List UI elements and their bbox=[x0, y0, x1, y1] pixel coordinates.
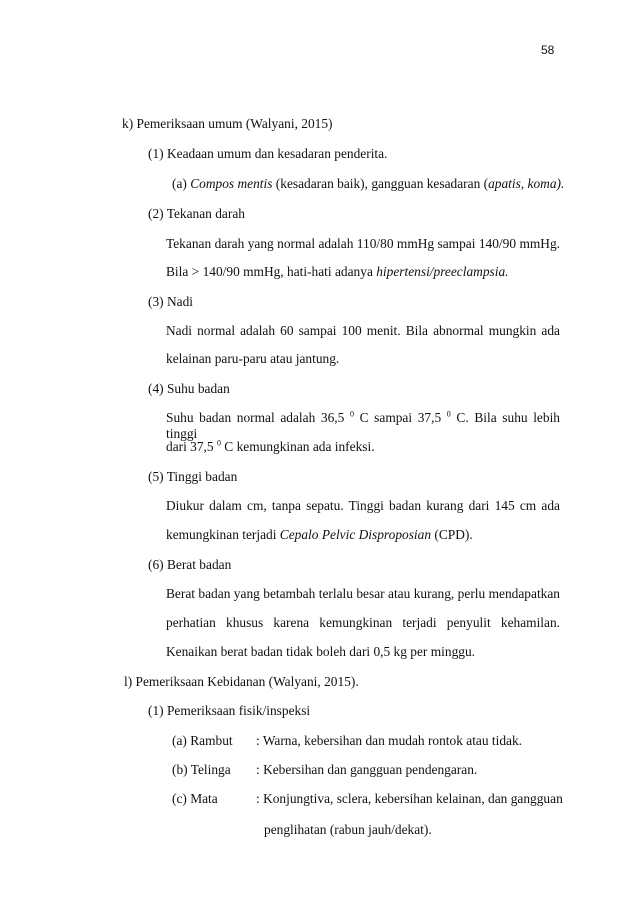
berat-badan-title: (6) Berat badan bbox=[148, 557, 232, 572]
berat-badan-line3: Kenaikan berat badan tidak boleh dari 0,5 kg per minggu. bbox=[166, 644, 476, 659]
suhu-text-e: C kemungkinan ada infeksi. bbox=[220, 439, 375, 454]
degree-sup: 0 bbox=[349, 409, 354, 419]
section-k-heading: k) Pemeriksaan umum (Walyani, 2015) bbox=[122, 116, 333, 131]
fisik-row-mata bbox=[172, 791, 563, 807]
sub-mid: (kesadaran baik), gangguan kesadaran ( bbox=[272, 176, 489, 191]
sub-prefix: (a) bbox=[172, 176, 191, 191]
suhu-text-c: C. Bila suhu lebih tinggi bbox=[166, 410, 560, 441]
suhu-text-b: C sampai 37,5 bbox=[353, 410, 447, 425]
tekanan-darah-line1: Tekanan darah yang normal adalah 110/80 mmHg sampai 140/90 mmHg. bbox=[166, 236, 560, 251]
degree-sup: 0 bbox=[216, 438, 221, 448]
tekanan-darah-line2 bbox=[166, 264, 509, 280]
nadi-line1: Nadi normal adalah 60 sampai 100 menit. Bila abnormal mungkin ada bbox=[166, 323, 560, 338]
nadi-line2: kelainan paru-paru atau jantung. bbox=[166, 351, 340, 366]
suhu-badan-line2 bbox=[166, 439, 375, 455]
degree-sup: 0 bbox=[446, 409, 451, 419]
tekanan-darah-title: (2) Tekanan darah bbox=[148, 206, 245, 221]
keadaan-umum-title: (1) Keadaan umum dan kesadaran penderita. bbox=[148, 146, 388, 161]
row-label: (a) Rambut bbox=[172, 733, 233, 748]
berat-badan-line1: Berat badan yang betambah terlalu besar atau kurang, perlu mendapatkan bbox=[166, 586, 560, 601]
tinggi-badan-line1: Diukur dalam cm, tanpa sepatu. Tinggi badan kurang dari 145 cm ada bbox=[166, 498, 560, 513]
suhu-text-d: dari 37,5 bbox=[166, 439, 217, 454]
keadaan-umum-sub bbox=[172, 176, 564, 192]
page-number: 58 bbox=[541, 43, 555, 57]
fisik-row-rambut bbox=[172, 733, 522, 749]
pemeriksaan-fisik-title: (1) Pemeriksaan fisik/inspeksi bbox=[148, 703, 311, 718]
apatis-koma-term: apatis, koma). bbox=[488, 176, 565, 191]
tinggi-badan-title: (5) Tinggi badan bbox=[148, 469, 238, 484]
berat-badan-line2: perhatian khusus karena kemungkinan terjadi penyulit kehamilan. bbox=[166, 615, 560, 630]
section-l-heading: l) Pemeriksaan Kebidanan (Walyani, 2015). bbox=[124, 674, 359, 689]
mata-continuation: penglihatan (rabun jauh/dekat). bbox=[264, 822, 432, 837]
tinggi-badan-line2 bbox=[166, 527, 473, 543]
suhu-badan-title: (4) Suhu badan bbox=[148, 381, 230, 396]
row-label: (c) Mata bbox=[172, 791, 218, 806]
fisik-row-telinga bbox=[172, 762, 477, 778]
hipertensi-term: hipertensi/preeclampsia. bbox=[376, 264, 509, 279]
nadi-title: (3) Nadi bbox=[148, 294, 193, 309]
cpd-term: Cepalo Pelvic Disproposian bbox=[279, 527, 432, 542]
suhu-text-a: Suhu badan normal adalah 36,5 bbox=[166, 410, 350, 425]
row-label: (b) Telinga bbox=[172, 762, 231, 777]
suhu-badan-line1 bbox=[166, 410, 560, 442]
line2-suffix: (CPD). bbox=[431, 527, 473, 542]
row-desc: : Konjungtiva, sclera, kebersihan kelainan, dan gangguan bbox=[256, 791, 563, 806]
compos-mentis-term: Compos mentis bbox=[190, 176, 273, 191]
row-desc: : Warna, kebersihan dan mudah rontok atau tidak. bbox=[256, 733, 523, 748]
line2-prefix: Bila > 140/90 mmHg, hati-hati adanya bbox=[166, 264, 377, 279]
line2-prefix: kemungkinan terjadi bbox=[166, 527, 280, 542]
row-desc: : Kebersihan dan gangguan pendengaran. bbox=[256, 762, 478, 777]
